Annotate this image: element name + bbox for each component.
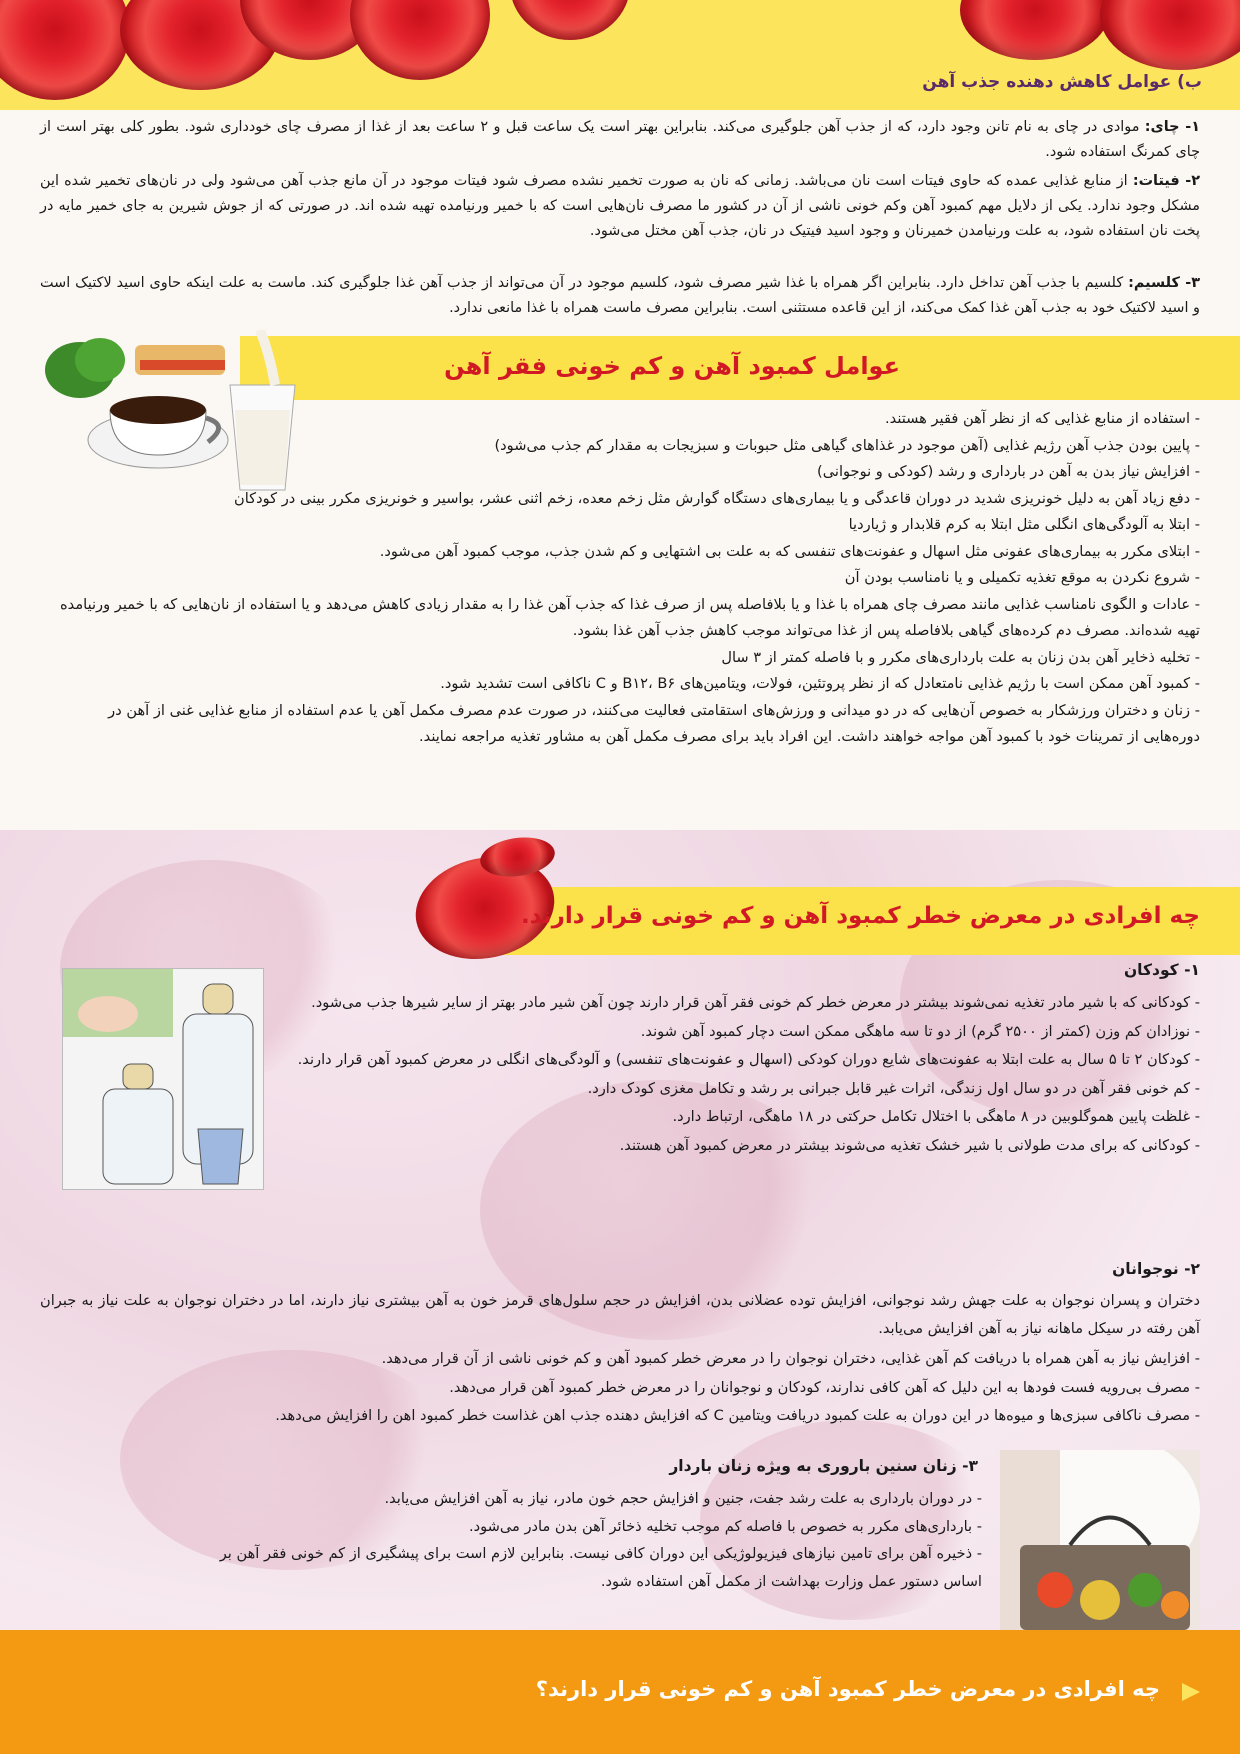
list-item: - مصرف بی‌رویه فست فودها به این دلیل که آهن کافی ندارند، کودکان و نوجوانان را در معرض خطر کمبود آهن قرار می‌دهد. bbox=[449, 1378, 1200, 1396]
small-bottle-icon bbox=[103, 1089, 173, 1184]
cup-icon bbox=[198, 1129, 243, 1184]
paragraph-phytate-label: ۲- فیتات: bbox=[1132, 173, 1200, 189]
causes-list bbox=[50, 406, 1200, 751]
paragraph-phytate bbox=[40, 169, 1200, 244]
baby-bottles-svg bbox=[63, 969, 263, 1189]
list-item: - نوزادان کم وزن (کمتر از ۲۵۰۰ گرم) از دو تا سه ماهگی ممکن است دچار کمبود آهن شوند. bbox=[640, 1022, 1200, 1040]
paragraph-tea-label: ۱- چای: bbox=[1144, 119, 1200, 135]
footer-title: چه افرادی در معرض خطر کمبود آهن و کم خونی قرار دارند؟ bbox=[535, 1677, 1160, 1701]
list-item: - کودکان ۲ تا ۵ سال به علت ابتلا به عفونت‌های شایع دوران کودکی (اسهال و عفونت‌های تنفسی) و آلودگی‌های انگلی در معرض کمبود آهن قرار دارند. bbox=[297, 1051, 1200, 1068]
teens-heading: ۲- نوجوانان bbox=[1112, 1260, 1200, 1278]
list-item: - کم خونی فقر آهن در دو سال اول زندگی، اثرات غیر قابل جبرانی بر رشد و تکامل مغزی کودک دارد. bbox=[587, 1079, 1200, 1097]
list-item: - مصرف ناکافی سبزی‌ها و میوه‌ها در این دوران به علت کمبود دریافت ویتامین C که افزایش دهنده جذب اهن غذاست خطر کمبود اهن را افزایش می‌دهد. bbox=[275, 1407, 1200, 1424]
paragraph-calcium bbox=[40, 271, 1200, 321]
list-item: - دفع زیاد آهن به دلیل خونریزی شدید در دوران قاعدگی و یا بیماری‌های دستگاه گوارش مثل زخم معده، زخم اثنی عشر، بواسیر و خونریزی مکرر بینی در کودکان bbox=[234, 489, 1200, 507]
list-item: - پایین بودن جذب آهن رژیم غذایی (آهن موجود در غذاهای گیاهی مثل حبوبات و سبزیجات به مقدار کم جذب می‌شود) bbox=[494, 436, 1200, 454]
baby-bottles-illustration bbox=[62, 968, 264, 1190]
list-item: - عادات و الگوی نامناسب غذایی مانند مصرف چای همراه با غذا و یا بلافاصله پس از صرف غذا که جذب آهن غذا را به مقدار زیادی کاهش می‌دهد و یا استفاده از نان‌هایی که با خمیر ورنیامده تهیه شده‌اند. مصرف دم کرده‌های گیاهی بلافاصله پس از غذا می‌تواند موجب کاهش جذب آهن غذا بشود. bbox=[60, 595, 1200, 639]
pregnant-woman-photo bbox=[1000, 1450, 1200, 1630]
list-item: - افزایش نیاز بدن به آهن در بارداری و رشد (کودکی و نوجوانی) bbox=[817, 463, 1200, 480]
causes-title: عوامل کمبود آهن و کم خونی فقر آهن bbox=[444, 352, 900, 380]
teens-intro: دختران و پسران نوجوان به علت جهش رشد نوجوانی، افزایش توده عضلانی بدن، افزایش در حجم سلول‌های قرمز خون به آهن بیشتری نیاز دارند، اما در دختران نوجوان به علت نیاز به جبران آهن رفته در سیکل ماهانه نیاز به آهن افزایش می‌یابد. bbox=[40, 1292, 1200, 1337]
risk-title: چه افرادی در معرض خطر کمبود آهن و کم خونی قرار دارند. bbox=[520, 903, 1200, 929]
paragraph-calcium-label: ۳- کلسیم: bbox=[1128, 275, 1200, 291]
pregnant-woman-svg bbox=[1000, 1450, 1200, 1630]
section-b-heading: ب) عوامل کاهش دهنده جذب آهن bbox=[922, 72, 1202, 92]
infants-list bbox=[260, 989, 1200, 1160]
list-item: - شروع نکردن به موقع تغذیه تکمیلی و یا نامناسب بودن آن bbox=[844, 569, 1200, 586]
list-item: - غلظت پایین هموگلوبین در ۸ ماهگی با اختلال تکامل حرکتی در ۱۸ ماهگی، ارتباط دارد. bbox=[672, 1108, 1200, 1125]
teens-list bbox=[40, 1345, 1200, 1431]
paragraph-phytate-text: از منابع غذایی عمده که حاوی فیتات است نان می‌باشد. زمانی که نان به صورت تخمیر نشده مصرف شود فیتات موجود در آن مانع جذب آهن می‌شود ولی در نان‌های تخمیر شده این مشکل وجود ندارد. یکی از دلایل مهم کمبود آهن وکم خونی ناشی از آن در کشور ما مصرف نان‌هایی است که با خمیر ورنیامده تهیه شده اند. در صورتی که از جوش شیرین به جای خمیر مایه در پخت نان استفاده شود، به علت ورنیامدن خمیرنان و وجود اسید فیتیک در نان، جذب آهن مختل می‌شود. bbox=[40, 173, 1200, 239]
list-item: - تخلیه ذخایر آهن بدن زنان به علت بارداری‌های مکرر و با فاصله کمتر از ۳ سال bbox=[721, 648, 1200, 666]
list-item: - در دوران بارداری به علت رشد جفت، جنین و افزایش حجم خون مادر، نیاز به آهن افزایش می‌یابد. bbox=[384, 1490, 982, 1507]
list-item: - ابتلای مکرر به بیماری‌های عفونی مثل اسهال و عفونت‌های تنفسی که به علت بی اشتهایی و کم شدن جذب، موجب کمبود آهن می‌شود. bbox=[379, 542, 1200, 560]
paragraph-tea-text: موادی در چای به نام تانن وجود دارد، که از جذب آهن جلوگیری می‌کند. بنابراین بهتر است یک ساعت قبل و ۲ ساعت بعد از غذا از مصرف چای خودداری شود. بطور کلی بهتر است از چای کمرنگ استفاده شود. bbox=[40, 119, 1200, 160]
list-item: - استفاده از منابع غذایی که از نظر آهن فقیر هستند. bbox=[885, 410, 1200, 427]
infants-heading: ۱- کودکان bbox=[1123, 961, 1200, 979]
women-heading: ۳- زنان سنین باروری به ویژه زنان باردار bbox=[669, 1457, 978, 1475]
list-item: - بارداری‌های مکرر به خصوص با فاصله کم موجب تخلیه ذخائر آهن بدن مادر می‌شود. bbox=[468, 1517, 982, 1535]
list-item: - ابتلا به آلودگی‌های انگلی مثل ابتلا به کرم قلابدار و ژیاردیا bbox=[848, 516, 1200, 533]
list-item: - کودکانی که با شیر مادر تغذیه نمی‌شوند بیشتر در معرض خطر کم خونی فقر آهن قرار دارند چون آهن شیر مادر بهتر از سایر شیرها جذب می‌شود. bbox=[311, 994, 1200, 1011]
list-item: - افزایش نیاز به آهن همراه با دریافت کم آهن غذایی، دختران نوجوان را در معرض خطر کمبود آهن و کم خونی ناشی از آن قرار می‌دهد. bbox=[381, 1350, 1200, 1367]
paragraph-calcium-text: کلسیم با جذب آهن تداخل دارد. بنابراین اگر همراه با غذا شیر مصرف شود، کلسیم موجود در آن می‌تواند از جذب آهن غذا جلوگیری کند. ماست به علت اینکه حاوی اسید لاکتیک است و اسید لاکتیک خود به جذب آهن غذا کمک می‌کند، از این قاعده مستثنی است. بنابراین مصرف ماست همراه با غذا مانعی ندارد. bbox=[40, 275, 1200, 316]
women-list bbox=[182, 1485, 982, 1595]
list-item: - ذخیره آهن برای تامین نیازهای فیزیولوژیکی این دوران کافی نیست. بنابراین لازم است برای پیشگیری از کم خونی فقر آهن بر اساس دستور عمل وزارت بهداشت از مکمل آهن استفاده شود. bbox=[219, 1545, 982, 1590]
paragraph-tea bbox=[40, 115, 1200, 165]
list-item: - کمبود آهن ممکن است با رژیم غذایی نامتعادل که از نظر پروتئین، فولات، ویتامین‌های B۱۲، B۶ و C ناکافی است تشدید شود. bbox=[440, 675, 1200, 692]
list-item: - زنان و دختران ورزشکار به خصوص آن‌هایی که در دو میدانی و ورزش‌های استقامتی فعالیت می‌کنند، در صورت عدم مصرف مکمل آهن یا عدم استفاده از منابع غذایی غنی از آهن در دوره‌هایی از تمرینات خود با کمبود آهن مواجه خواهند داشت. این افراد باید برای مصرف مکمل آهن به مشاور تغذیه مراجعه نمایند. bbox=[108, 701, 1200, 745]
list-item: - کودکانی که برای مدت طولانی با شیر خشک تغذیه می‌شوند بیشتر در معرض کمبود آهن هستند. bbox=[619, 1136, 1200, 1154]
arrow-right-icon bbox=[1182, 1683, 1200, 1701]
